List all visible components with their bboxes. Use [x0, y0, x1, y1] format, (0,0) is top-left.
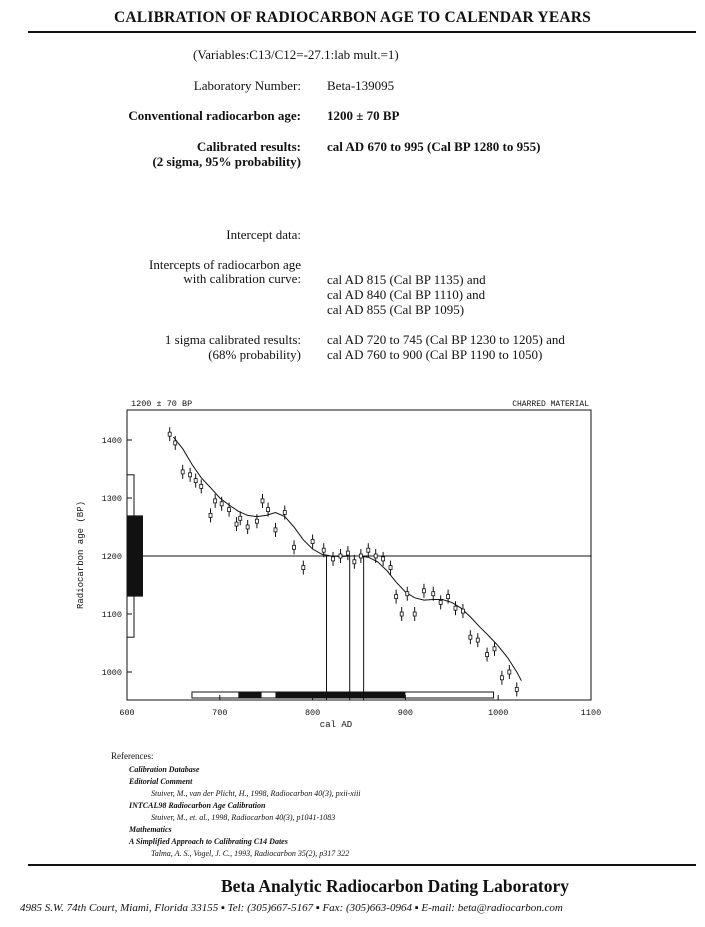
data-point	[367, 548, 370, 552]
x-tick-label: 1100	[580, 708, 602, 718]
y-tick-label: 1300	[101, 494, 122, 504]
one-sigma-range-bar	[238, 692, 261, 698]
data-point	[469, 635, 472, 639]
data-point	[332, 557, 335, 561]
data-point	[246, 525, 249, 529]
x-axis-label: cal AD	[319, 720, 353, 730]
data-point	[447, 595, 450, 599]
data-point	[194, 479, 197, 483]
data-point	[189, 473, 192, 477]
data-point	[508, 670, 511, 674]
y-axis-label: Radiocarbon age (BP)	[76, 500, 86, 610]
data-point	[255, 519, 258, 523]
intercept-value: cal AD 815 (Cal BP 1135) and	[327, 272, 486, 287]
reference-title: Mathematics	[129, 825, 172, 834]
data-point	[311, 540, 314, 544]
chart-top-left-label: 1200 ± 70 BP	[131, 399, 193, 409]
intercept-value: cal AD 855 (Cal BP 1095)	[327, 302, 465, 317]
data-point	[267, 508, 270, 512]
data-point	[283, 511, 286, 515]
conventional-age-value: 1200 ± 70 BP	[327, 108, 400, 123]
data-point	[181, 470, 184, 474]
chart-top-right-label: CHARRED MATERIAL	[512, 400, 589, 409]
one-sigma-value: cal AD 760 to 900 (Cal BP 1190 to 1050)	[327, 347, 543, 362]
one-sigma-label: 1 sigma calibrated results:	[164, 332, 301, 347]
data-point	[493, 647, 496, 651]
data-point	[209, 513, 212, 517]
lab-number-value: Beta-139095	[327, 78, 395, 93]
data-point	[239, 516, 242, 520]
reference-title: A Simplified Approach to Calibrating C14 Dates	[129, 837, 288, 846]
reference-title: Calibration Database	[129, 765, 200, 774]
data-point	[422, 589, 425, 593]
intercept-value: cal AD 840 (Cal BP 1110) and	[327, 287, 486, 302]
y-tick-label: 1100	[101, 610, 122, 620]
x-tick-label: 1000	[487, 708, 509, 718]
data-point	[274, 528, 277, 532]
lab-number-label: Laboratory Number:	[193, 78, 301, 93]
lab-name: Beta Analytic Radiocarbon Dating Laboratory	[220, 876, 570, 896]
conventional-age-label: Conventional radiocarbon age:	[128, 108, 301, 123]
data-point	[346, 551, 349, 555]
reference-title: Editorial Comment	[129, 777, 193, 786]
data-point	[406, 592, 409, 596]
intercept-heading: Intercept data:	[226, 227, 301, 242]
data-point	[400, 612, 403, 616]
data-point	[476, 638, 479, 642]
data-point	[454, 606, 457, 610]
x-tick-label: 700	[212, 708, 228, 718]
data-point	[322, 548, 325, 552]
data-point	[261, 499, 264, 503]
data-point	[214, 499, 217, 503]
data-point	[395, 595, 398, 599]
data-point	[235, 522, 238, 526]
data-point	[339, 554, 342, 558]
calibration-chart	[0, 385, 705, 745]
data-point	[389, 566, 392, 570]
header-rule	[28, 31, 696, 33]
data-point	[432, 592, 435, 596]
one-sigma-range-bar	[275, 692, 405, 698]
data-point	[293, 545, 296, 549]
data-point	[200, 484, 203, 488]
calibrated-results-label: Calibrated results:	[196, 139, 301, 154]
one-sigma-sublabel: (68% probability)	[208, 347, 301, 362]
footer-rule	[28, 864, 696, 866]
data-point	[461, 609, 464, 613]
x-tick-label: 600	[119, 708, 135, 718]
data-point	[302, 566, 305, 570]
data-point	[486, 653, 489, 657]
variables-line: (Variables:C13/C12=-27.1:lab mult.=1)	[193, 47, 399, 62]
x-tick-label: 800	[304, 708, 321, 718]
y-tick-label: 1000	[101, 668, 122, 678]
y-tick-label: 1400	[101, 436, 122, 446]
reference-citation: Talma, A. S., Vogel, J. C., 1993, Radiocarbon 35(2), p317 322	[151, 849, 350, 858]
reference-citation: Stuiver, M., et. al., 1998, Radiocarbon 40(3), p1041-1083	[151, 813, 336, 822]
calibrated-results-value: cal AD 670 to 995 (Cal BP 1280 to 955)	[327, 139, 541, 154]
data-point	[359, 554, 362, 558]
calibrated-results-sublabel: (2 sigma, 95% probability)	[152, 154, 301, 169]
intercepts-sublabel: with calibration curve:	[183, 271, 301, 286]
references-heading: References:	[111, 751, 154, 761]
intercepts-label: Intercepts of radiocarbon age	[149, 257, 301, 272]
data-point	[413, 612, 416, 616]
data-point	[228, 508, 231, 512]
x-tick-label: 900	[397, 708, 414, 718]
data-point	[439, 600, 442, 604]
y-tick-label: 1200	[101, 552, 122, 562]
data-point	[374, 554, 377, 558]
lab-address: 4985 S.W. 74th Court, Miami, Florida 33155 ▪ Tel: (305)667-5167 ▪ Fax: (305)663-0964 ▪ E-mail: beta@radiocarbon.com	[20, 902, 563, 914]
data-point	[174, 441, 177, 445]
reference-title: INTCAL98 Radiocarbon Age Calibration	[129, 801, 266, 810]
data-point	[353, 560, 356, 564]
page-title: CALIBRATION OF RADIOCARBON AGE TO CALENDAR YEARS	[114, 9, 591, 26]
reference-citation: Stuiver, M., van der Plicht, H., 1998, Radiocarbon 40(3), pxii-xiii	[151, 789, 361, 798]
data-point	[168, 432, 171, 436]
one-sigma-value: cal AD 720 to 745 (Cal BP 1230 to 1205) and	[327, 332, 565, 347]
data-point	[500, 676, 503, 680]
data-point	[382, 557, 385, 561]
data-point	[220, 502, 223, 506]
data-point	[515, 687, 518, 691]
